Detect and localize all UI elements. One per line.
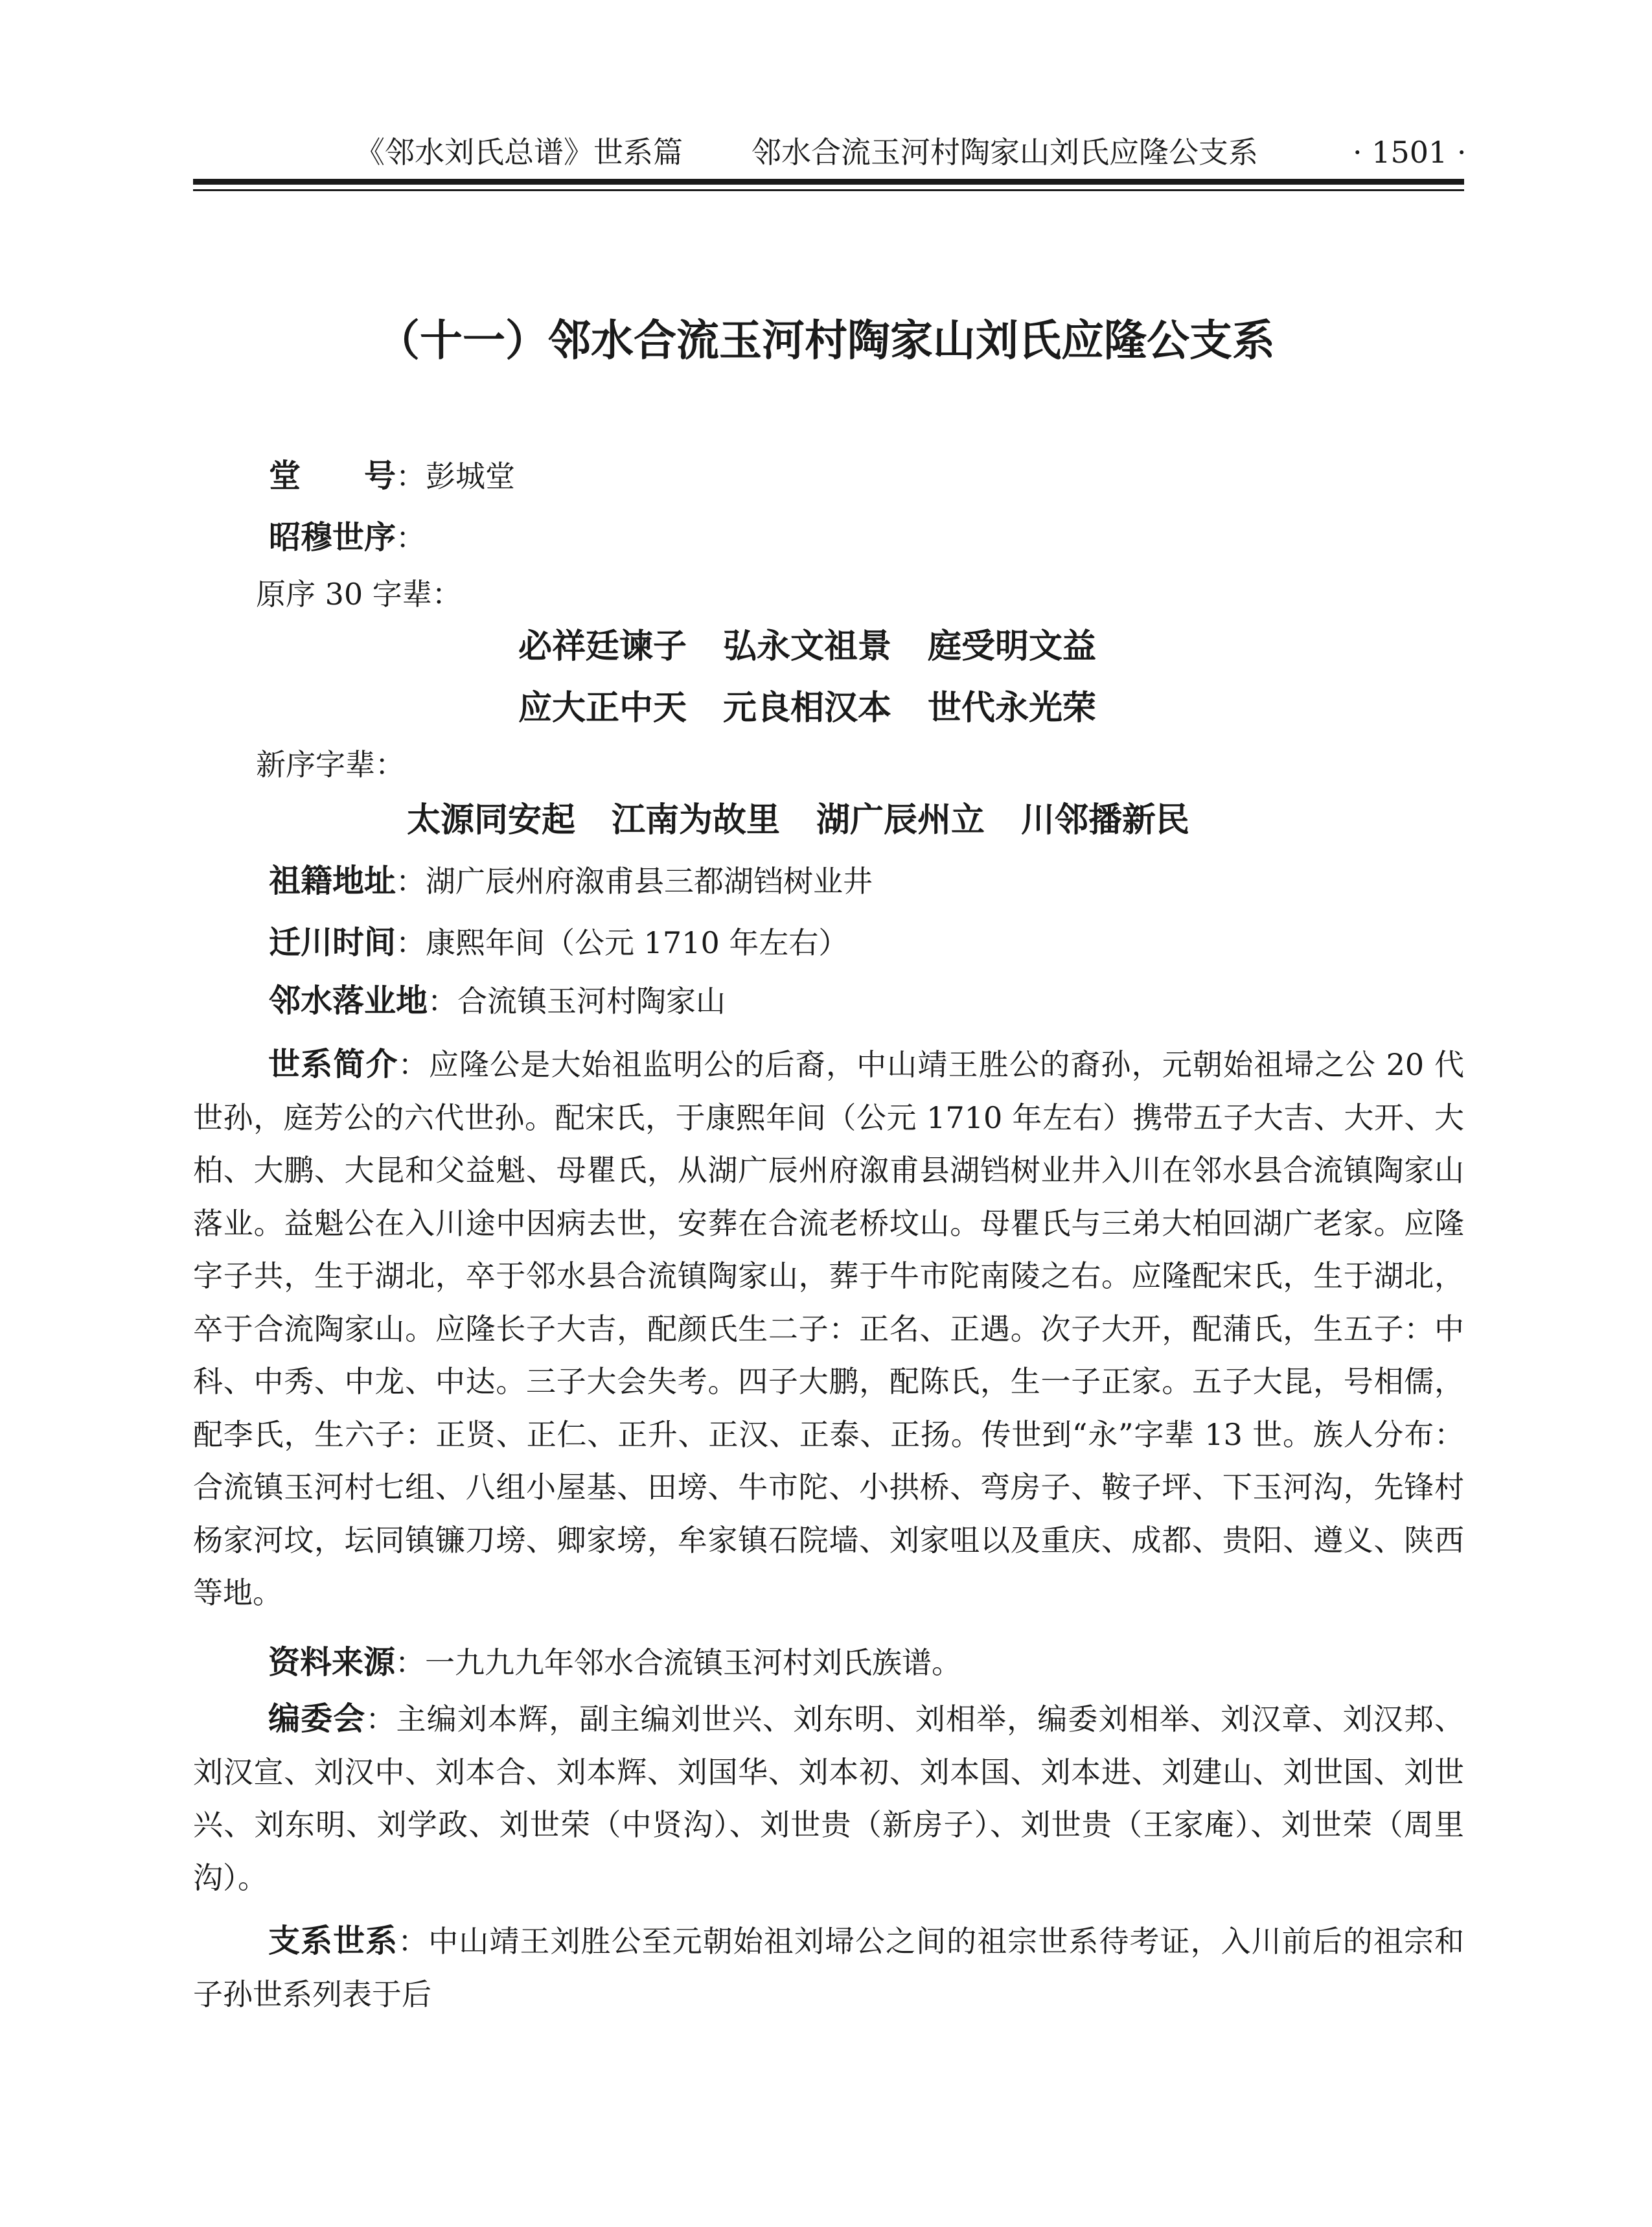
original-order-label: 原序 30 字辈： — [256, 577, 462, 612]
hall-name-label: 堂 号 — [269, 457, 396, 494]
header-chapter-title: 邻水合流玉河村陶家山刘氏应隆公支系 — [751, 135, 1258, 170]
verse-phrase: 湖广辰州立 — [816, 801, 985, 840]
source-label: 资料来源 — [268, 1644, 396, 1681]
verse-phrase: 世代永光荣 — [928, 689, 1097, 728]
verse-phrase: 应大正中天 — [518, 689, 687, 728]
verse-phrase: 弘永文祖景 — [723, 627, 892, 666]
migration-time-label: 迁川时间 — [269, 924, 396, 961]
new-order-label: 新序字辈： — [256, 747, 405, 782]
source-value: ：一九九九年邻水合流镇玉河村刘氏族谱。 — [395, 1645, 962, 1680]
source-paragraph — [193, 1636, 1464, 1690]
header-rule-thick — [193, 179, 1464, 185]
original-order-line-1 — [518, 622, 1096, 671]
migration-time-line — [269, 920, 848, 965]
section-title: （十一）邻水合流玉河村陶家山刘氏应隆公支系 — [377, 315, 1275, 365]
committee-label: 编委会 — [268, 1700, 366, 1737]
settlement-label: 邻水落业地 — [269, 982, 428, 1019]
branch-lineage-paragraph — [193, 1915, 1464, 2021]
branch-lineage-text: ：中山靖王刘胜公至元朝始祖刘埽公之间的祖宗世系待考证，入川前后的祖宗和子孙世系列表于后 — [193, 1924, 1464, 2012]
running-header — [193, 130, 1467, 175]
hall-name-value: ：彭城堂 — [396, 459, 516, 494]
migration-time-value: ：康熙年间（公元 1710 年左右） — [396, 925, 849, 960]
zhaomu-colon: ： — [396, 520, 426, 555]
original-order-line-2 — [518, 684, 1096, 733]
new-order-line — [407, 796, 1189, 845]
settlement-value: ：合流镇玉河村陶家山 — [428, 984, 726, 1019]
header-book-title: 《邻水刘氏总谱》世系篇 — [355, 135, 683, 170]
lineage-intro-paragraph — [193, 1038, 1464, 1620]
header-rule-thin — [193, 189, 1464, 191]
verse-phrase: 川邻播新民 — [1021, 801, 1190, 840]
settlement-line — [269, 978, 726, 1024]
verse-phrase: 庭受明文益 — [928, 627, 1097, 666]
ancestral-address-value: ：湖广辰州府溆甫县三都湖铛树业井 — [396, 864, 873, 899]
verse-phrase: 太源同安起 — [407, 801, 576, 840]
zhaomu-line — [269, 515, 426, 560]
verse-phrase: 江南为故里 — [612, 801, 781, 840]
verse-phrase: 元良相汉本 — [723, 689, 892, 728]
page-number: · 1501 · — [1353, 135, 1467, 170]
lineage-intro-text: ：应隆公是大始祖监明公的后裔，中山靖王胜公的裔孙，元朝始祖埽之公 20 代世孙，庭芳公的六代世孙。配宋氏，于康熙年间（公元 1710 年左右）携带五子大吉、大开、大柏、大鹏、大昆和父益魁、母瞿氏，从湖广辰州府溆甫县湖铛树业井入川在邻水县合流镇陶家山落业。益魁公在入川途中因病去世，安葬在合流老桥坟山。母瞿氏与三弟大柏回湖广老家。应隆字子共，生于湖北，卒于邻水县合流镇陶家山，葬于牛市陀南陵之右。应隆配宋氏，生于湖北，卒于合流陶家山。应隆长子大吉，配颜氏生二子：正名、正遇。次子大开，配蒲氏，生五子：中科、中秀、中龙、中达。三子大会失考。四子大鹏，配陈氏，生一子正家。五子大昆，号相儒，配李氏，生六子：正贤、正仁、正升、正汉、正泰、正扬。传世到“永”字辈 13 世。族人分布：合流镇玉河村七组、八组小屋基、田塝、牛市陀、小拱桥、弯房子、鞍子坪、下玉河沟，先锋村杨家河坟，坛同镇镰刀塝、卿家塝，牟家镇石院墙、刘家咀以及重庆、成都、贵阳、遵义、陕西等地。 — [193, 1047, 1464, 1610]
committee-text: ：主编刘本辉，副主编刘世兴、刘东明、刘相举，编委刘相举、刘汉章、刘汉邦、刘汉宣、刘汉中、刘本合、刘本辉、刘国华、刘本初、刘本国、刘本进、刘建山、刘世国、刘世兴、刘东明、刘学政、刘世荣（中贤沟）、刘世贵（新房子）、刘世贵（王家庵）、刘世荣（周里沟）。 — [193, 1702, 1464, 1895]
committee-paragraph — [193, 1692, 1464, 1904]
branch-lineage-label: 支系世系 — [268, 1922, 398, 1959]
hall-name-line — [269, 454, 515, 499]
ancestral-address-label: 祖籍地址 — [269, 862, 396, 899]
ancestral-address-line — [269, 859, 873, 904]
verse-phrase: 必祥廷谏子 — [518, 627, 687, 666]
zhaomu-label: 昭穆世序 — [269, 519, 396, 556]
lineage-intro-label: 世系简介 — [268, 1046, 398, 1083]
